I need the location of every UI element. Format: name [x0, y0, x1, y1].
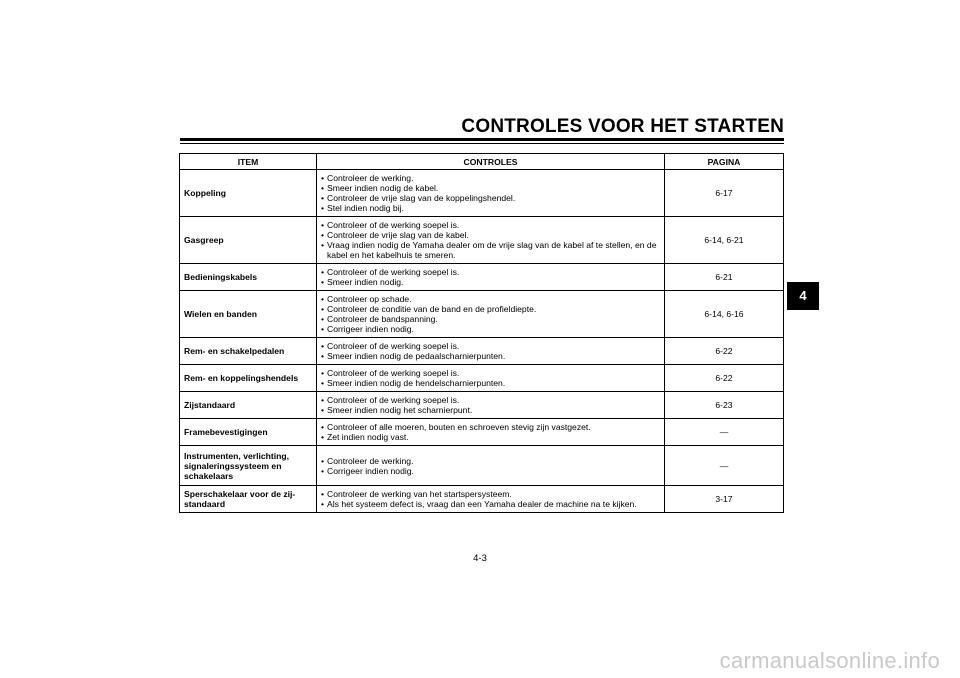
table-row — [180, 486, 784, 513]
page-number: 4-3 — [473, 553, 487, 564]
watermark: carmanualsonline.info — [719, 648, 940, 673]
check-list-item: • Smeer indien nodig de kabel. — [321, 183, 661, 193]
checks-cell — [317, 446, 665, 486]
checks-list — [321, 173, 661, 213]
page-reference-cell: 3-17 — [665, 486, 784, 513]
check-list-item: • Controleer de bandspanning. — [321, 314, 661, 324]
checks-list — [321, 267, 661, 287]
item-cell: Zijstandaard — [180, 392, 317, 419]
check-list-item: • Controleer of de werking soepel is. — [321, 368, 661, 378]
title-rule-thick — [180, 138, 784, 141]
check-list-item: • Controleer of de werking soepel is. — [321, 267, 661, 277]
table-row — [180, 446, 784, 486]
page-reference-cell: 6-14, 6-21 — [665, 217, 784, 264]
item-cell: Instrumenten, verlichting, signaleringssysteem en schakelaars — [180, 446, 317, 486]
column-header-checks: CONTROLES — [317, 154, 665, 170]
table-row — [180, 365, 784, 392]
check-list-item: • Smeer indien nodig het scharnierpunt. — [321, 405, 661, 415]
check-list-item: • Corrigeer indien nodig. — [321, 324, 661, 334]
check-list-item: • Controleer op schade. — [321, 294, 661, 304]
check-list-item: • Controleer de vrije slag van de koppelingshendel. — [321, 193, 661, 203]
checks-cell — [317, 486, 665, 513]
page-title: CONTROLES VOOR HET STARTEN — [461, 116, 784, 137]
item-cell: Koppeling — [180, 170, 317, 217]
item-cell: Framebevestigingen — [180, 419, 317, 446]
checks-list — [321, 368, 661, 388]
page-reference-cell: 6-23 — [665, 392, 784, 419]
item-cell: Gasgreep — [180, 217, 317, 264]
check-list-item: • Controleer of de werking soepel is. — [321, 395, 661, 405]
item-cell: Wielen en banden — [180, 291, 317, 338]
column-header-item: ITEM — [180, 154, 317, 170]
check-list-item: • Smeer indien nodig de pedaalscharnierpunten. — [321, 351, 661, 361]
table-row — [180, 217, 784, 264]
table-header-row — [180, 154, 784, 170]
page-reference-cell: 6-17 — [665, 170, 784, 217]
table-row — [180, 170, 784, 217]
check-list-item: • Vraag indien nodig de Yamaha dealer om de vrije slag van de kabel af te stellen, en de kabel en het kabelhuis te smeren. — [321, 240, 661, 260]
checks-list — [321, 422, 661, 442]
check-list-item: • Corrigeer indien nodig. — [321, 466, 661, 476]
check-list-item: • Smeer indien nodig de hendelscharnierpunten. — [321, 378, 661, 388]
check-list-item: • Als het systeem defect is, vraag dan een Yamaha dealer de machine na te kijken. — [321, 499, 661, 509]
check-list-item: • Controleer of de werking soepel is. — [321, 220, 661, 230]
check-list-item: • Controleer de werking van het startspersysteem. — [321, 489, 661, 499]
checks-cell — [317, 170, 665, 217]
table-row — [180, 338, 784, 365]
table-row — [180, 419, 784, 446]
checks-list — [321, 220, 661, 260]
checks-list — [321, 341, 661, 361]
page-reference-cell: — — [665, 419, 784, 446]
check-list-item: • Stel indien nodig bij. — [321, 203, 661, 213]
check-list-item: • Controleer of de werking soepel is. — [321, 341, 661, 351]
title-rule-thin — [180, 143, 784, 144]
table-row — [180, 264, 784, 291]
checks-list — [321, 395, 661, 415]
item-cell: Rem- en schakelpedalen — [180, 338, 317, 365]
checks-list — [321, 294, 661, 334]
checks-cell — [317, 264, 665, 291]
check-list-item: • Controleer de werking. — [321, 456, 661, 466]
table-row — [180, 392, 784, 419]
checks-cell — [317, 365, 665, 392]
item-cell: Rem- en koppelingshendels — [180, 365, 317, 392]
table-row — [180, 291, 784, 338]
check-list-item: • Zet indien nodig vast. — [321, 432, 661, 442]
checks-cell — [317, 392, 665, 419]
page-reference-cell: — — [665, 446, 784, 486]
check-list-item: • Smeer indien nodig. — [321, 277, 661, 287]
page-reference-cell: 6-14, 6-16 — [665, 291, 784, 338]
check-list-item: • Controleer de werking. — [321, 173, 661, 183]
checks-cell — [317, 338, 665, 365]
check-list-item: • Controleer de vrije slag van de kabel. — [321, 230, 661, 240]
checks-cell — [317, 419, 665, 446]
table-body — [180, 170, 784, 513]
column-header-page: PAGINA — [665, 154, 784, 170]
page-reference-cell: 6-22 — [665, 365, 784, 392]
checks-list — [321, 456, 661, 476]
item-cell: Bedieningskabels — [180, 264, 317, 291]
checks-cell — [317, 291, 665, 338]
page-reference-cell: 6-21 — [665, 264, 784, 291]
check-list-item: • Controleer de conditie van de band en de profieldiepte. — [321, 304, 661, 314]
checks-list — [321, 489, 661, 509]
item-cell: Sperschakelaar voor de zij-standaard — [180, 486, 317, 513]
page-reference-cell: 6-22 — [665, 338, 784, 365]
check-list-item: • Controleer of alle moeren, bouten en schroeven stevig zijn vastgezet. — [321, 422, 661, 432]
chapter-tab: 4 — [787, 282, 819, 310]
pre-operation-checklist-table — [179, 153, 784, 513]
checks-cell — [317, 217, 665, 264]
